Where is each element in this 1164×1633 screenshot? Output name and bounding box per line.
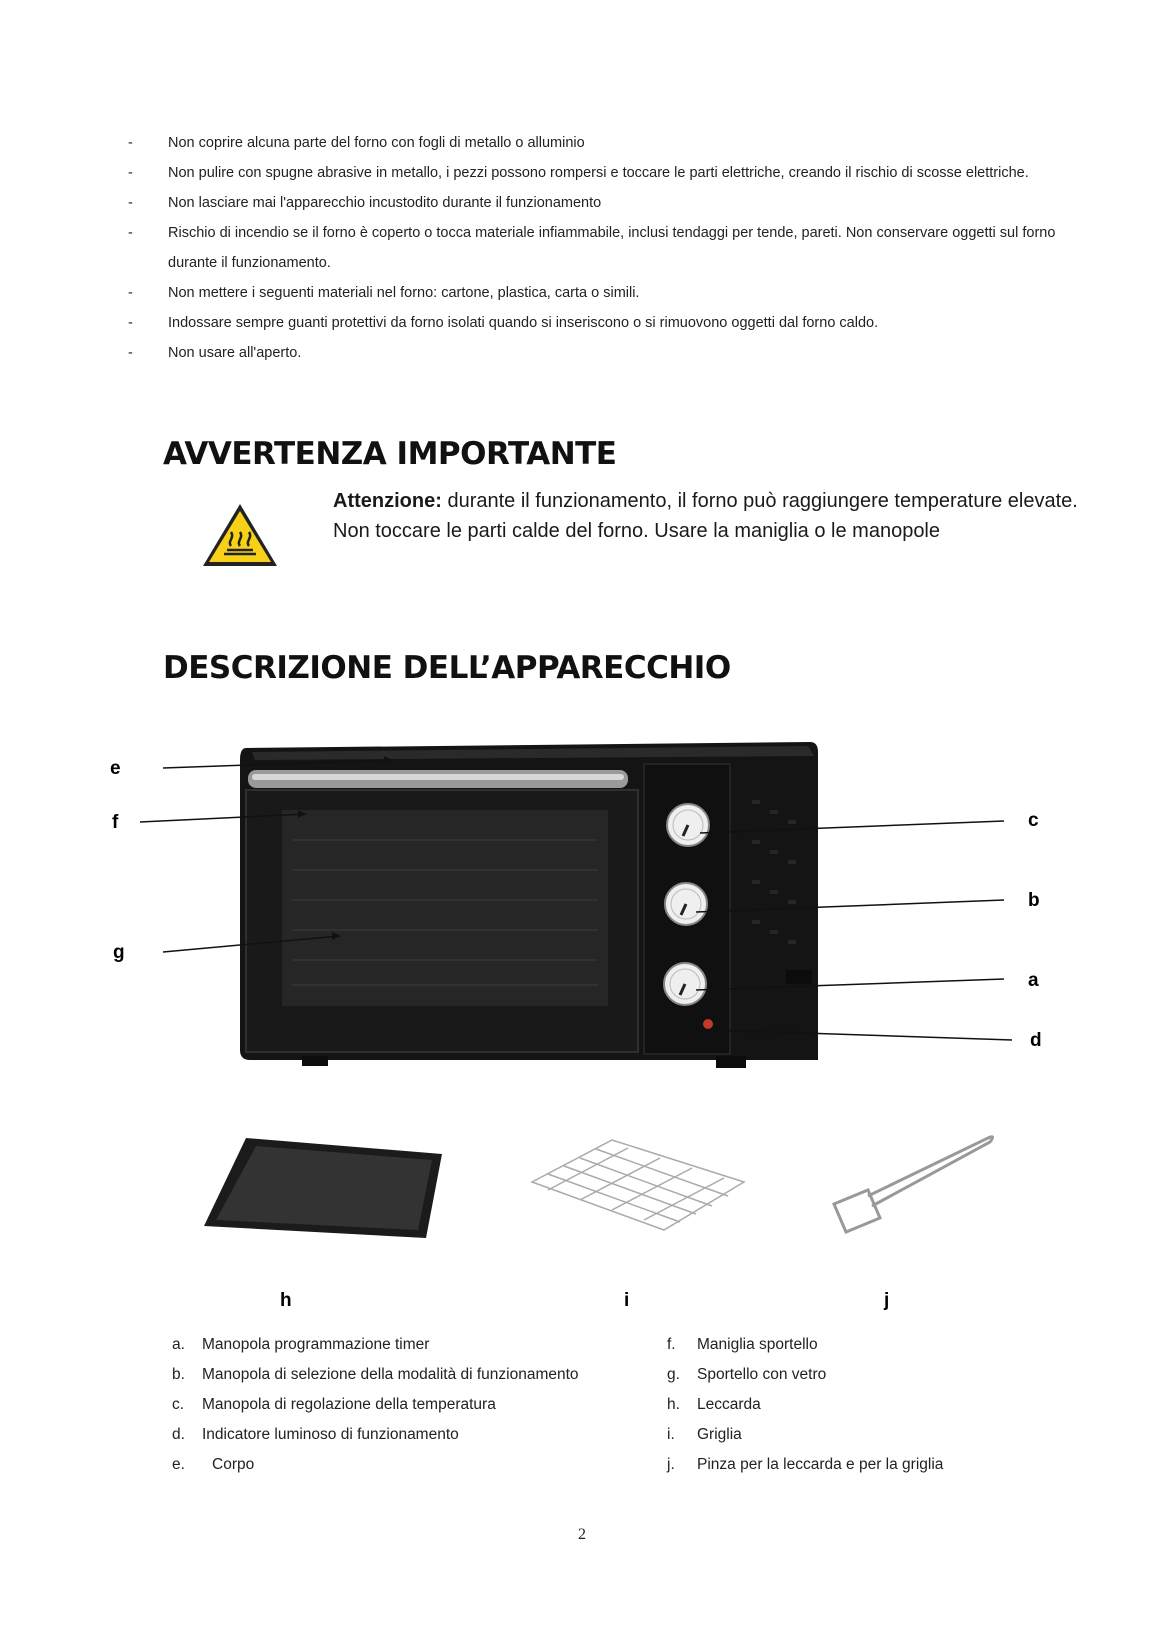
bullet-text: Indossare sempre guanti protettivi da forno isolati quando si inseriscono o si rimuovono oggetti dal forno caldo.	[168, 315, 879, 331]
legend-item: g. Sportello con vetro	[667, 1366, 827, 1383]
power-indicator-light	[703, 1019, 713, 1029]
legend-item: f. Maniglia sportello	[667, 1336, 818, 1353]
warning-line-1: durante il funzionamento, il forno può raggiungere temperature elevate.	[441, 490, 1078, 512]
figure-label-d: d	[1030, 1030, 1042, 1051]
figure-label-i: i	[624, 1290, 630, 1310]
legend-item: d. Indicatore luminoso di funzionamento	[172, 1426, 459, 1443]
page-number: 2	[578, 1526, 586, 1543]
hot-surface-warning-icon	[200, 500, 280, 570]
legend-item: c. Manopola di regolazione della temperatura	[172, 1396, 496, 1413]
function-knob	[665, 883, 707, 925]
bullet-text: Non pulire con spugne abrasive in metallo, i pezzi possono rompersi e toccare le parti elettriche, creando il rischio di scosse elettriche.	[168, 165, 1029, 181]
appliance-figure	[0, 730, 1164, 1310]
legend-item: h. Leccarda	[667, 1396, 761, 1413]
figure-label-j: j	[884, 1290, 890, 1310]
figure-label-g: g	[113, 942, 125, 963]
warning-bold-label: Attenzione:	[333, 490, 442, 512]
wire-rack-illustration	[532, 1140, 744, 1230]
bullet-item: - Non mettere i seguenti materiali nel forno: cartone, plastica, carta o simili.	[120, 278, 1100, 308]
bullet-text: Non coprire alcuna parte del forno con fogli di metallo o alluminio	[168, 135, 585, 151]
legend-item: j. Pinza per la leccarda e per la griglia	[667, 1456, 944, 1473]
bullet-text: Rischio di incendio se il forno è coperto o tocca materiale infiammabile, inclusi tendaggi per tende, pareti. Non conservare oggetti sul forno durante il funzionamento.	[168, 225, 1056, 271]
figure-label-b: b	[1028, 890, 1040, 911]
legend-item: b. Manopola di selezione della modalità di funzionamento	[172, 1366, 579, 1383]
figure-label-a: a	[1028, 970, 1039, 991]
parts-legend-left	[172, 1330, 652, 1480]
bullet-item: - Non coprire alcuna parte del forno con fogli di metallo o alluminio	[120, 128, 1100, 158]
bullet-text: Non mettere i seguenti materiali nel forno: cartone, plastica, carta o simili.	[168, 285, 640, 301]
figure-label-c: c	[1028, 810, 1039, 831]
parts-legend-right	[667, 1330, 1087, 1480]
warning-line-2: Non toccare le parti calde del forno. Usare la maniglia o le manopole	[333, 520, 941, 542]
timer-knob	[664, 963, 706, 1005]
bullet-item: - Non pulire con spugne abrasive in metallo, i pezzi possono rompersi e toccare le parti elettriche, creando il rischio di scosse elettriche.	[120, 158, 1100, 188]
description-heading: DESCRIZIONE DELL’APPARECCHIO	[163, 650, 731, 686]
figure-label-h: h	[280, 1290, 292, 1310]
bullet-text: Non usare all'aperto.	[168, 345, 302, 361]
tray-tongs-illustration	[834, 1137, 993, 1232]
baking-tray-illustration	[204, 1138, 442, 1238]
warning-text	[333, 486, 1093, 546]
oven-illustration	[240, 742, 818, 1068]
figure-label-f: f	[112, 812, 119, 833]
bullet-text: Non lasciare mai l'apparecchio incustodito durante il funzionamento	[168, 195, 602, 211]
legend-item: a. Manopola programmazione timer	[172, 1336, 430, 1353]
bullet-item: - Indossare sempre guanti protettivi da forno isolati quando si inseriscono o si rimuovono oggetti dal forno caldo.	[120, 308, 1100, 338]
legend-item: i. Griglia	[667, 1426, 742, 1443]
warning-heading: AVVERTENZA IMPORTANTE	[163, 436, 617, 472]
bullet-item: - Non lasciare mai l'apparecchio incustodito durante il funzionamento	[120, 188, 1100, 218]
safety-bullet-list	[120, 128, 1100, 368]
figure-label-e: e	[110, 758, 121, 779]
legend-item: e. Corpo	[172, 1456, 255, 1473]
temperature-knob	[667, 804, 709, 846]
bullet-item: - Non usare all'aperto.	[120, 338, 1100, 368]
bullet-item: - Rischio di incendio se il forno è coperto o tocca materiale infiammabile, inclusi tendaggi per tende, pareti. Non conservare oggetti sul forno durante il funzionamento.	[120, 218, 1100, 278]
